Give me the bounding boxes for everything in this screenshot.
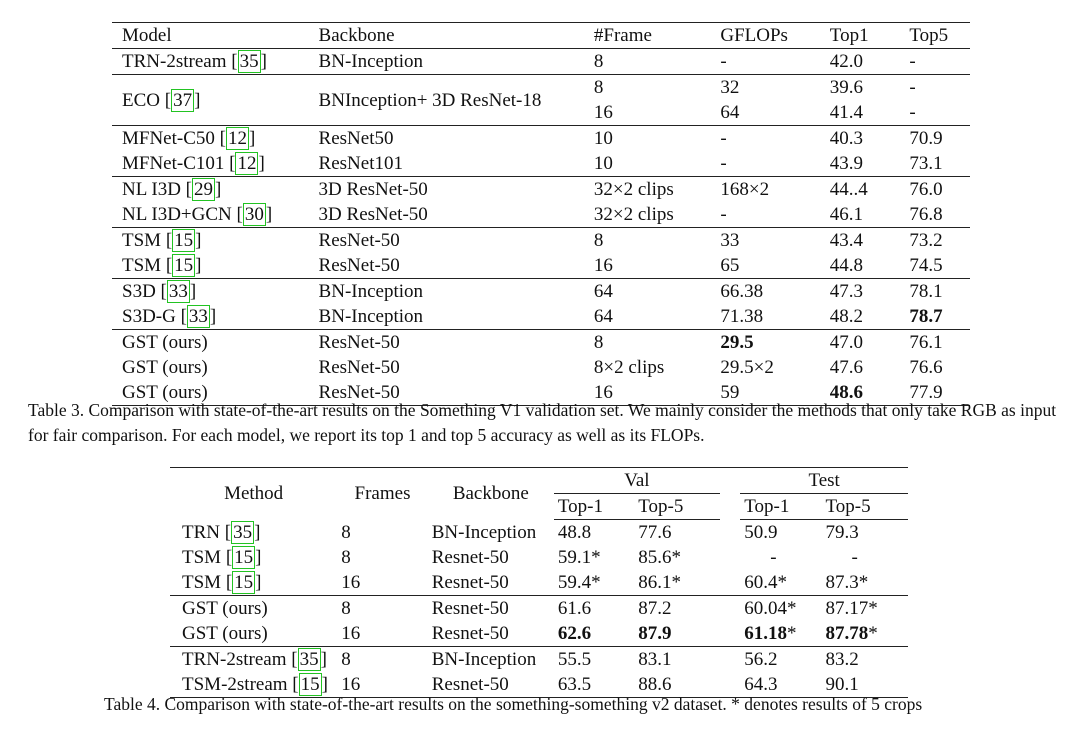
model-cell: TRN-2stream [ 35 ]	[122, 51, 267, 72]
top1-cell: 43.9	[829, 153, 864, 174]
backbone-cell: BN-Inception	[431, 521, 537, 543]
top1-cell: 43.4	[826, 228, 906, 254]
spacer	[720, 468, 740, 494]
col-header-top5: Top5	[905, 23, 970, 49]
model-name: MFNet-C50	[122, 128, 215, 149]
table-4	[170, 467, 908, 698]
method-name: GST (ours)	[170, 596, 337, 622]
col-header-backbone: Backbone	[428, 468, 554, 520]
gflops-cell	[716, 330, 825, 356]
gflops-cell: 33	[716, 228, 825, 254]
frames-cell: 8	[337, 596, 427, 622]
table-row	[112, 49, 970, 75]
top1-cell: 46.1	[829, 204, 864, 225]
model-name: S3D	[122, 281, 156, 302]
citation-link[interactable]: 35	[239, 51, 259, 72]
best-value: 62.6	[557, 623, 592, 644]
top5-cell: -	[909, 51, 916, 72]
top1-cell: 47.3	[826, 279, 906, 305]
frame-cell: 8	[590, 330, 716, 356]
gflops-cell: 29.5×2	[720, 357, 774, 378]
test-top1-cell: -	[770, 547, 777, 568]
model-cell: TSM [ 15 ]	[112, 228, 315, 254]
val-top1-cell: 59.4*	[557, 572, 601, 593]
col-header-test: Test	[740, 468, 908, 494]
method-name: TSM	[182, 572, 222, 593]
best-value: 87.78	[825, 623, 869, 644]
test-top1-cell: 56.2	[740, 647, 821, 673]
test-top5-cell: 90.1	[821, 672, 908, 698]
frame-cell: 8×2 clips	[593, 357, 665, 378]
table-row	[112, 126, 970, 152]
best-value: 29.5	[720, 332, 754, 353]
citation-link[interactable]: 33	[168, 281, 188, 302]
col-header-gflops: GFLOPs	[716, 23, 825, 49]
top1-cell: 40.3	[826, 126, 906, 152]
val-top1-cell	[554, 621, 634, 647]
val-top5-cell	[634, 621, 720, 647]
top1-cell: 42.0	[829, 51, 864, 72]
citation-link[interactable]: 29	[194, 179, 213, 200]
best-value: 78.7	[909, 306, 943, 327]
gflops-cell: 64	[720, 102, 740, 123]
backbone-cell: ResNet50	[315, 126, 590, 152]
method-name: TRN	[182, 521, 220, 543]
citation-link[interactable]: 15	[234, 547, 254, 568]
gflops-cell: -	[720, 51, 727, 72]
model-name: GST (ours)	[112, 380, 315, 406]
method-name: TRN-2stream	[182, 649, 287, 670]
backbone-cell: BNInception+ 3D ResNet-18	[315, 75, 590, 126]
model-name: S3D-G	[122, 306, 176, 327]
frame-cell: 10	[590, 126, 716, 152]
citation-link[interactable]: 12	[227, 128, 247, 149]
method-name: TSM	[182, 547, 222, 568]
backbone-cell: ResNet-50	[318, 357, 400, 378]
citation-link[interactable]: 35	[233, 521, 253, 543]
spacer	[720, 494, 740, 520]
table-4-caption: Table 4. Comparison with state-of-the-art results on the something-something v2 dataset. * denotes results of 5 crops	[104, 694, 923, 714]
gflops-cell: -	[716, 126, 825, 152]
val-top1-cell: 55.5	[554, 647, 634, 673]
val-top5-cell: 77.6	[638, 522, 672, 543]
test-top1-cell: 50.9	[744, 522, 778, 543]
frames-cell: 8	[337, 647, 427, 673]
citation-link[interactable]: 15	[300, 674, 320, 695]
spacer	[720, 596, 740, 622]
test-top5-cell: 87.3*	[825, 572, 869, 593]
backbone-cell: Resnet-50	[431, 547, 509, 568]
asterisk: *	[868, 623, 878, 644]
test-top1-cell	[740, 621, 821, 647]
backbone-cell: ResNet101	[318, 153, 403, 174]
asterisk: *	[787, 623, 797, 644]
frame-cell: 32×2 clips	[590, 177, 716, 203]
top1-cell: 39.6	[826, 75, 906, 101]
method-cell: TSM [ 15 ]	[182, 572, 262, 593]
table-row	[112, 253, 970, 279]
citation-link[interactable]: 30	[244, 204, 264, 225]
top5-cell: 77.9	[905, 380, 970, 406]
val-top1-cell: 59.1*	[557, 547, 601, 568]
top5-cell: 78.1	[905, 279, 970, 305]
spacer	[720, 545, 740, 570]
backbone-cell: 3D ResNet-50	[315, 177, 590, 203]
best-value: 48.6	[829, 382, 864, 403]
backbone-cell: ResNet-50	[315, 330, 590, 356]
gflops-cell: -	[720, 153, 727, 174]
table-row	[170, 621, 908, 647]
method-cell: TRN [ 35 ]	[182, 521, 261, 543]
model-name: TSM	[122, 255, 162, 276]
frame-cell: 16	[593, 255, 613, 276]
top1-cell: 48.2	[829, 306, 864, 327]
model-name: NL I3D+GCN	[122, 204, 232, 225]
backbone-cell: ResNet-50	[315, 228, 590, 254]
model-cell: S3D-G [ 33 ]	[122, 306, 217, 327]
col-header-top1: Top1	[826, 23, 906, 49]
method-cell: TSM-2stream [ 15 ]	[170, 672, 337, 698]
model-name: ECO	[122, 89, 160, 111]
table-row	[170, 596, 908, 622]
frame-cell: 64	[590, 279, 716, 305]
gflops-cell: 65	[720, 255, 740, 276]
top1-cell: 47.6	[829, 357, 864, 378]
table-3	[112, 22, 970, 406]
frame-cell: 8	[590, 75, 716, 101]
top5-cell: 73.2	[905, 228, 970, 254]
frame-cell: 10	[593, 153, 613, 174]
col-header-backbone: Backbone	[315, 23, 590, 49]
frames-cell: 16	[341, 572, 361, 593]
model-name: TSM	[122, 230, 162, 251]
top1-cell: 41.4	[829, 102, 864, 123]
backbone-cell: BN-Inception	[318, 306, 424, 327]
table-row	[170, 520, 908, 546]
citation-link[interactable]: 15	[174, 255, 194, 276]
model-cell: MFNet-C101 [ 12 ]	[122, 153, 265, 174]
col-header-test-top5: Top-5	[821, 494, 908, 520]
model-cell: MFNet-C50 [ 12 ]	[112, 126, 315, 152]
model-name: NL I3D	[122, 179, 181, 200]
model-cell: ECO [ 37 ]	[112, 75, 315, 126]
top1-cell: 47.0	[826, 330, 906, 356]
val-top1-cell: 63.5	[554, 672, 634, 698]
frames-cell: 16	[337, 672, 427, 698]
spacer	[720, 647, 740, 673]
test-top5-cell: 79.3	[825, 522, 859, 543]
val-top5-cell: 85.6*	[638, 547, 682, 568]
frames-cell: 16	[341, 623, 361, 644]
val-top5-cell: 86.1*	[638, 572, 682, 593]
model-cell: S3D [ 33 ]	[112, 279, 315, 305]
table-header-row	[112, 23, 970, 49]
model-cell: NL I3D [ 29 ]	[112, 177, 315, 203]
gflops-cell: 66.38	[716, 279, 825, 305]
top5-cell: 76.0	[905, 177, 970, 203]
val-top5-cell: 88.6	[634, 672, 720, 698]
top5-cell: 73.1	[909, 153, 943, 174]
val-top1-cell: 48.8	[557, 522, 592, 543]
table-row	[112, 75, 970, 101]
col-header-val: Val	[554, 468, 720, 494]
backbone-cell: BN-Inception	[315, 279, 590, 305]
table-row	[170, 647, 908, 673]
gflops-cell: 168×2	[716, 177, 825, 203]
table-row	[112, 330, 970, 356]
test-top1-cell: 60.4*	[744, 572, 788, 593]
frame-cell: 8	[593, 51, 604, 72]
citation-link[interactable]: 35	[299, 649, 319, 670]
top5-cell: 76.1	[905, 330, 970, 356]
citation-link[interactable]: 37	[173, 89, 193, 111]
citation-link[interactable]: 15	[174, 230, 194, 251]
test-top1-cell: 64.3	[740, 672, 821, 698]
test-top1-cell: 60.04*	[740, 596, 821, 622]
top5-cell: 76.6	[909, 357, 943, 378]
top5-cell: 74.5	[909, 255, 943, 276]
spacer	[720, 520, 740, 546]
top5-cell: 76.8	[909, 204, 943, 225]
table-row	[112, 355, 970, 380]
backbone-cell: BN-Inception	[318, 51, 424, 72]
spacer	[720, 570, 740, 596]
frame-cell: 64	[593, 306, 613, 327]
table-row	[170, 570, 908, 596]
citation-link[interactable]: 33	[188, 306, 208, 327]
backbone-cell: Resnet-50	[428, 672, 554, 698]
col-header-method: Method	[170, 468, 337, 520]
frame-cell: 16	[590, 380, 716, 406]
top5-cell: -	[909, 102, 916, 123]
frames-cell: 8	[341, 547, 351, 568]
model-cell: TSM [ 15 ]	[122, 255, 202, 276]
test-top5-cell: 87.17*	[821, 596, 908, 622]
frame-cell: 8	[590, 228, 716, 254]
model-name: MFNet-C101	[122, 153, 225, 174]
method-name: TSM-2stream	[182, 674, 288, 695]
top5-cell: 70.9	[905, 126, 970, 152]
backbone-cell: ResNet-50	[318, 255, 400, 276]
backbone-cell: Resnet-50	[431, 572, 509, 593]
table-row	[112, 228, 970, 254]
table-row	[112, 202, 970, 228]
gflops-cell: 32	[716, 75, 825, 101]
col-header-model: Model	[112, 23, 315, 49]
table-3-caption: Table 3. Comparison with state-of-the-art results on the Something V1 validation set. We mainly consider the methods that only take RGB as input for fair comparison. For each model, we report its top 1 and top 5 accuracy as well as its FLOPs.	[28, 400, 1057, 445]
val-top5-cell: 83.1	[634, 647, 720, 673]
table-row	[112, 151, 970, 177]
top1-cell: 44.8	[829, 255, 864, 276]
citation-link[interactable]: 12	[237, 153, 257, 174]
table-header-row	[170, 468, 908, 494]
model-name: TRN-2stream	[122, 51, 227, 72]
citation-link[interactable]: 15	[234, 572, 254, 593]
method-name: GST (ours)	[182, 623, 268, 644]
top5-cell: -	[905, 75, 970, 101]
best-value: 61.18	[744, 623, 788, 644]
col-header-test-top1: Top-1	[740, 494, 821, 520]
test-top5-cell: -	[851, 547, 858, 568]
backbone-cell: 3D ResNet-50	[318, 204, 428, 225]
model-cell: NL I3D+GCN [ 30 ]	[122, 204, 273, 225]
table-row	[112, 279, 970, 305]
top5-cell	[905, 304, 970, 330]
model-name: GST (ours)	[122, 357, 208, 378]
frame-cell: 16	[593, 102, 613, 123]
model-name: GST (ours)	[112, 330, 315, 356]
table-row	[170, 545, 908, 570]
table-row	[112, 304, 970, 330]
table-row	[112, 177, 970, 203]
gflops-cell: 71.38	[720, 306, 764, 327]
col-header-frames: Frames	[337, 468, 427, 520]
spacer	[720, 621, 740, 647]
gflops-cell: 59	[716, 380, 825, 406]
method-cell: TSM [ 15 ]	[182, 547, 262, 568]
frame-cell: 32×2 clips	[593, 204, 674, 225]
top1-cell: 44..4	[826, 177, 906, 203]
backbone-cell: Resnet-50	[428, 596, 554, 622]
backbone-cell: BN-Inception	[428, 647, 554, 673]
col-header-val-top1: Top-1	[554, 494, 634, 520]
method-cell: TRN-2stream [ 35 ]	[170, 647, 337, 673]
test-top5-cell: 83.2	[821, 647, 908, 673]
backbone-cell: Resnet-50	[431, 623, 509, 644]
gflops-cell: -	[720, 204, 727, 225]
test-top5-cell	[821, 621, 908, 647]
val-top5-cell: 87.2	[634, 596, 720, 622]
col-header-val-top5: Top-5	[634, 494, 720, 520]
val-top1-cell: 61.6	[554, 596, 634, 622]
backbone-cell: ResNet-50	[315, 380, 590, 406]
best-value: 87.9	[638, 623, 672, 644]
col-header-frame: #Frame	[590, 23, 716, 49]
frames-cell: 8	[341, 521, 351, 543]
